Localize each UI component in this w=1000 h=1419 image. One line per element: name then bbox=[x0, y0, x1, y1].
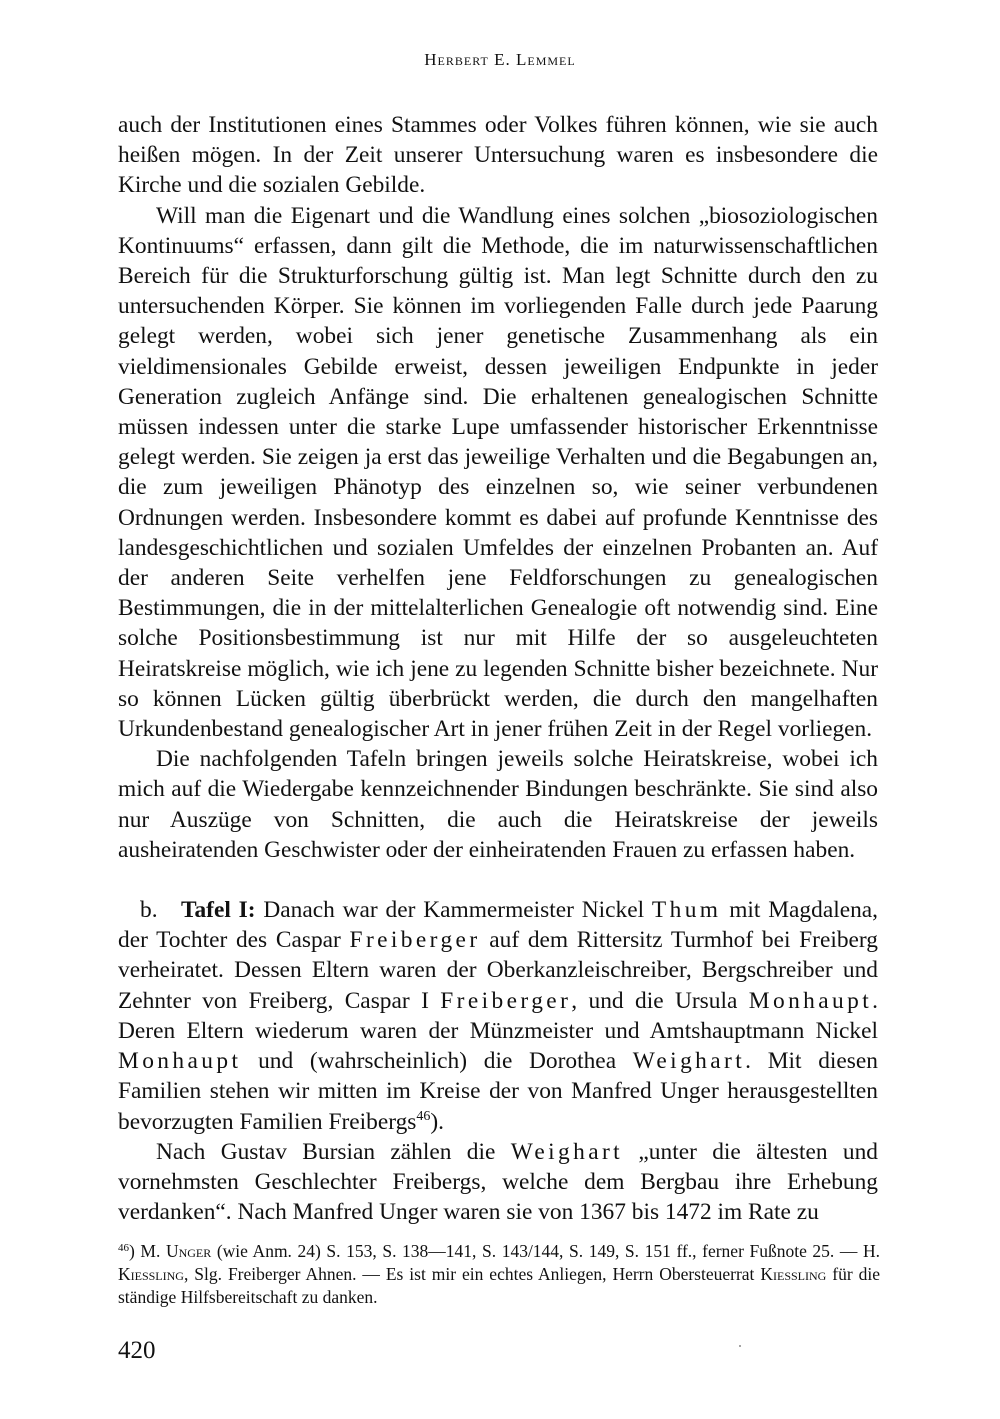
surname-freiberger: Freiberger bbox=[349, 927, 481, 954]
surname-thum: Thum bbox=[651, 897, 722, 924]
footnote-reference[interactable]: 46 bbox=[416, 1108, 431, 1124]
page-number: 420 bbox=[118, 1337, 156, 1364]
text-span: , und die Ursula bbox=[571, 987, 749, 1014]
running-head: Herbert E. Lemmel bbox=[424, 50, 576, 69]
text-span: Danach war der Kammermeister Nickel bbox=[255, 897, 652, 924]
text-span: auf dem Rittersitz Turmhof bei Freiberg verheiratet. Dessen Eltern waren der Oberkanzleischreiber, Bergschreiber und Zehnter von Freiberg, Caspar I bbox=[118, 927, 878, 1014]
text-span: (wie Anm. 24) S. 153, S. 138—141, S. 143/144, S. 149, S. 151 ff., ferner Fußnote 25. — H. bbox=[211, 1241, 880, 1261]
paragraph-continued: auch der Institutionen eines Stammes oder Volkes führen können, wie sie auch heißen mögen. In der Zeit unserer Untersuchung waren es insbesondere die Kirche und die sozialen Gebilde. bbox=[118, 112, 878, 199]
text-span: und (wahrscheinlich) die Dorothea bbox=[241, 1048, 633, 1075]
paragraph-tafel-one bbox=[118, 895, 878, 1137]
text-span: ) M. bbox=[129, 1241, 166, 1261]
text-span: , Slg. Freiberger Ahnen. — Es ist mir ein echtes Anliegen, Herrn Obersteuerrat bbox=[183, 1264, 761, 1284]
text-span: Nach Gustav Bursian zählen die bbox=[156, 1138, 511, 1165]
paragraph-bursian bbox=[118, 1137, 878, 1228]
paragraph-tables: Die nachfolgenden Tafeln bringen jeweils solche Heiratskreise, wobei ich mich auf die Wiedergabe kennzeichnender Bindungen beschränkte. Sie sind also nur Auszüge von Schnitten, die auch die Heiratskreise der jeweils ausheiratenden Geschwister oder der einheiratenden Frauen zu erfassen haben. bbox=[118, 746, 878, 863]
surname-monhaupt: Monhaupt bbox=[118, 1048, 242, 1075]
text-span: „unter die ältesten und vornehmsten Geschlechter Freibergs, welche dem Bergbau ihre Erhebung verdanken“. Nach Manfred Unger waren sie von 1367 bis 1472 im Rate zu bbox=[118, 1138, 878, 1226]
author-unger: Unger bbox=[165, 1241, 212, 1261]
section-label: b. bbox=[140, 897, 158, 924]
text-span: . Mit diesen Familien stehen wir mitten im Kreise der von Manfred Unger herausgestellten bevorzugten Familien Freibergs bbox=[118, 1048, 878, 1135]
text-span: mit Magdalena, der Tochter des Caspar bbox=[118, 897, 879, 954]
author-kiessling: Kiessling bbox=[118, 1264, 184, 1284]
body-text bbox=[118, 110, 878, 1227]
surname-freiberger: Freiberger bbox=[440, 987, 572, 1014]
surname-weighart: Weighart bbox=[632, 1048, 746, 1075]
surname-weighart: Weighart bbox=[510, 1138, 624, 1165]
text-span: für die ständige Hilfsbereitschaft zu danken. bbox=[118, 1264, 880, 1307]
text-span: ). bbox=[430, 1108, 445, 1135]
author-kiessling: Kiessling bbox=[760, 1264, 827, 1284]
footnote-marker: 46 bbox=[118, 1242, 129, 1254]
print-speck bbox=[739, 1345, 741, 1347]
text-span: . Deren Eltern wiederum waren der Münzmeister und Amtshauptmann Nickel bbox=[118, 987, 878, 1044]
surname-monhaupt: Monhaupt bbox=[748, 987, 873, 1014]
footnote bbox=[118, 1240, 880, 1309]
paragraph-method: Will man die Eigenart und die Wandlung eines solchen „biosoziologischen Kontinuums“ erfassen, dann gilt die Methode, die im naturwissenschaftlichen Bereich für die Strukturforschung gültig ist. Man legt Schnitte durch den zu untersuchenden Körper. Sie können im vorliegenden Falle durch jede Paarung gelegt werden, wobei sich jener genetische Zusammenhang als ein vieldimensionales Gebilde erweist, dessen jeweiligen Endpunkte in jeder Generation zugleich Anfänge sind. Die erhaltenen genealogischen Schnitte müssen indessen unter die starke Lupe umfassender historischer Erkenntnisse gelegt werden. Sie zeigen ja erst das jeweilige Verhalten und die Begabungen an, die zum jeweiligen Phänotyp des einzelnen so, wie seiner verbundenen Ordnungen werden. Insbesondere kommt es dabei auf profunde Kenntnisse des landesgeschichtlichen und sozialen Umfeldes der einzelnen Probanten an. Auf der anderen Seite verhelfen jene Feldforschungen zu genealogischen Bestimmungen, die in der mittelalterlichen Genealogie oft notwendig sind. Eine solche Positionsbestimmung ist nur mit Hilfe der so ausgeleuchteten Heiratskreise möglich, wie ich jene zu legenden Schnitte bisher bezeichnete. Nur so können Lücken gültig überbrückt werden, die durch den mangelhaften Urkundenbestand genealogischer Art in jener frühen Zeit in der Regel vorliegen. bbox=[118, 202, 878, 743]
tafel-heading: Tafel I: bbox=[181, 897, 256, 924]
